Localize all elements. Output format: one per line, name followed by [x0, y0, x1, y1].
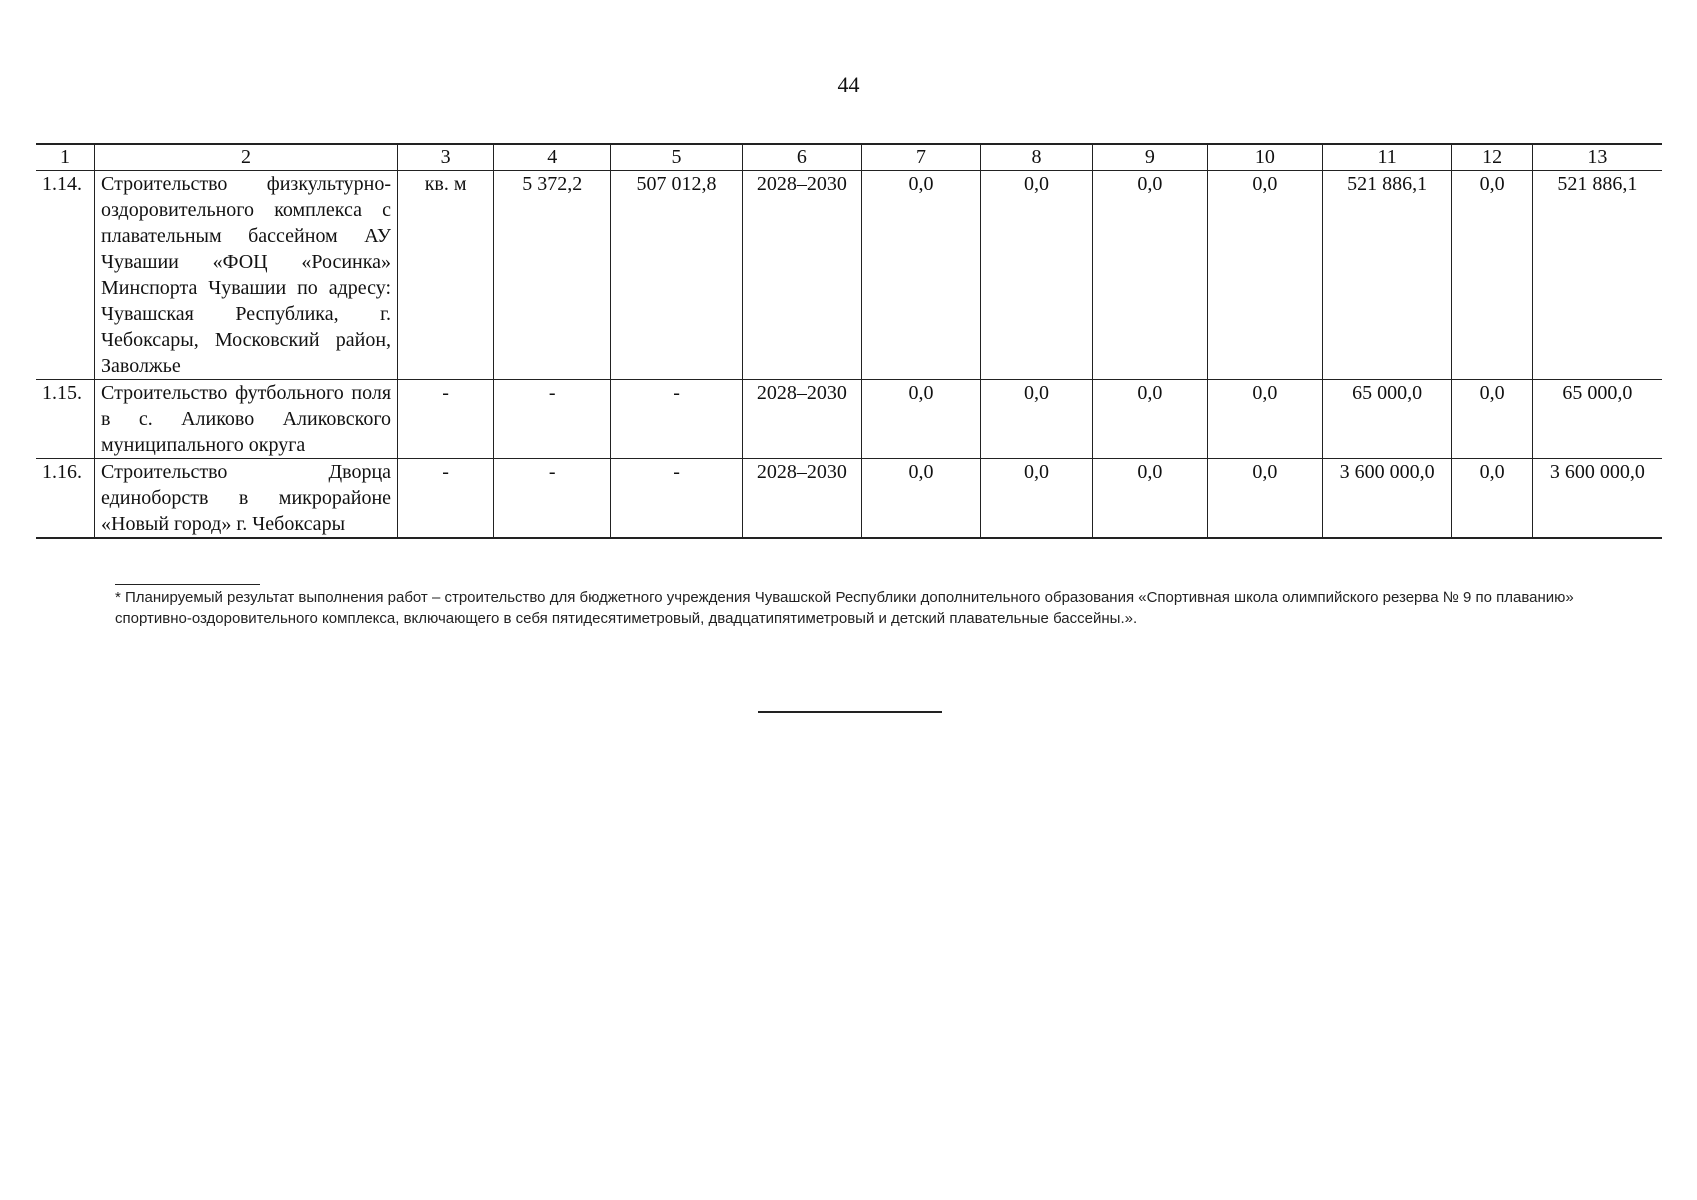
table-row [36, 459, 1662, 539]
value-cell: 0,0 [1207, 380, 1322, 459]
object-name: Строительство Дворца единоборств в микрорайоне «Новый город» г. Чебоксары [95, 459, 398, 539]
value-cell: 0,0 [861, 380, 980, 459]
value-cell: 65 000,0 [1322, 380, 1452, 459]
investment-table [36, 143, 1662, 539]
value-cell: 0,0 [981, 171, 1093, 380]
column-header: 6 [742, 144, 861, 171]
capacity: 5 372,2 [494, 171, 611, 380]
page-number: 44 [837, 72, 860, 97]
column-header: 12 [1452, 144, 1532, 171]
value-cell: 3 600 000,0 [1322, 459, 1452, 539]
value-cell: 0,0 [981, 459, 1093, 539]
value-cell: 0,0 [1452, 171, 1532, 380]
value-cell: 0,0 [1092, 459, 1207, 539]
row-number: 1.16. [36, 459, 95, 539]
value-cell: 0,0 [1452, 380, 1532, 459]
column-header: 5 [611, 144, 743, 171]
capacity: - [494, 380, 611, 459]
row-number: 1.15. [36, 380, 95, 459]
table-row [36, 171, 1662, 380]
end-of-document-rule [758, 711, 942, 713]
row-number: 1.14. [36, 171, 95, 380]
value-cell: 0,0 [1092, 380, 1207, 459]
value-cell: 0,0 [981, 380, 1093, 459]
column-header: 2 [95, 144, 398, 171]
column-header: 13 [1532, 144, 1662, 171]
estimated-cost: - [611, 459, 743, 539]
estimated-cost: - [611, 380, 743, 459]
column-header: 11 [1322, 144, 1452, 171]
column-number-row [36, 144, 1662, 171]
table-row [36, 380, 1662, 459]
footnote-divider [115, 584, 260, 585]
column-header: 7 [861, 144, 980, 171]
total-cell: 65 000,0 [1532, 380, 1662, 459]
value-cell: 521 886,1 [1322, 171, 1452, 380]
construction-years: 2028–2030 [742, 380, 861, 459]
capacity: - [494, 459, 611, 539]
unit: - [398, 380, 494, 459]
footnote: * Планируемый результат выполнения работ – строительство для бюджетного учреждения Чувашской Республики дополнительного образования «Спортивная школа олимпийского резерва № 9 по плаванию» спортивно-оздоровительного комплекса, включающего в себя пятидесятиметровый, двадцатипятиметровый и детский плавательные бассейны.». [115, 589, 1574, 627]
column-header: 3 [398, 144, 494, 171]
column-header: 1 [36, 144, 95, 171]
value-cell: 0,0 [1207, 459, 1322, 539]
value-cell: 0,0 [861, 171, 980, 380]
value-cell: 0,0 [1207, 171, 1322, 380]
object-name: Строительство футбольного поля в с. Аликово Аликовского муниципального округа [95, 380, 398, 459]
unit: кв. м [398, 171, 494, 380]
construction-years: 2028–2030 [742, 171, 861, 380]
column-header: 10 [1207, 144, 1322, 171]
estimated-cost: 507 012,8 [611, 171, 743, 380]
column-header: 4 [494, 144, 611, 171]
construction-years: 2028–2030 [742, 459, 861, 539]
value-cell: 0,0 [1092, 171, 1207, 380]
column-header: 9 [1092, 144, 1207, 171]
total-cell: 3 600 000,0 [1532, 459, 1662, 539]
total-cell: 521 886,1 [1532, 171, 1662, 380]
value-cell: 0,0 [861, 459, 980, 539]
unit: - [398, 459, 494, 539]
column-header: 8 [981, 144, 1093, 171]
value-cell: 0,0 [1452, 459, 1532, 539]
object-name: Строительство физкультурно-оздоровительного комплекса с плавательным бассейном АУ Чувашии «ФОЦ «Росинка» Минспорта Чувашии по адресу: Чувашская Республика, г. Чебоксары, Московский район, Заволжье [95, 171, 398, 380]
